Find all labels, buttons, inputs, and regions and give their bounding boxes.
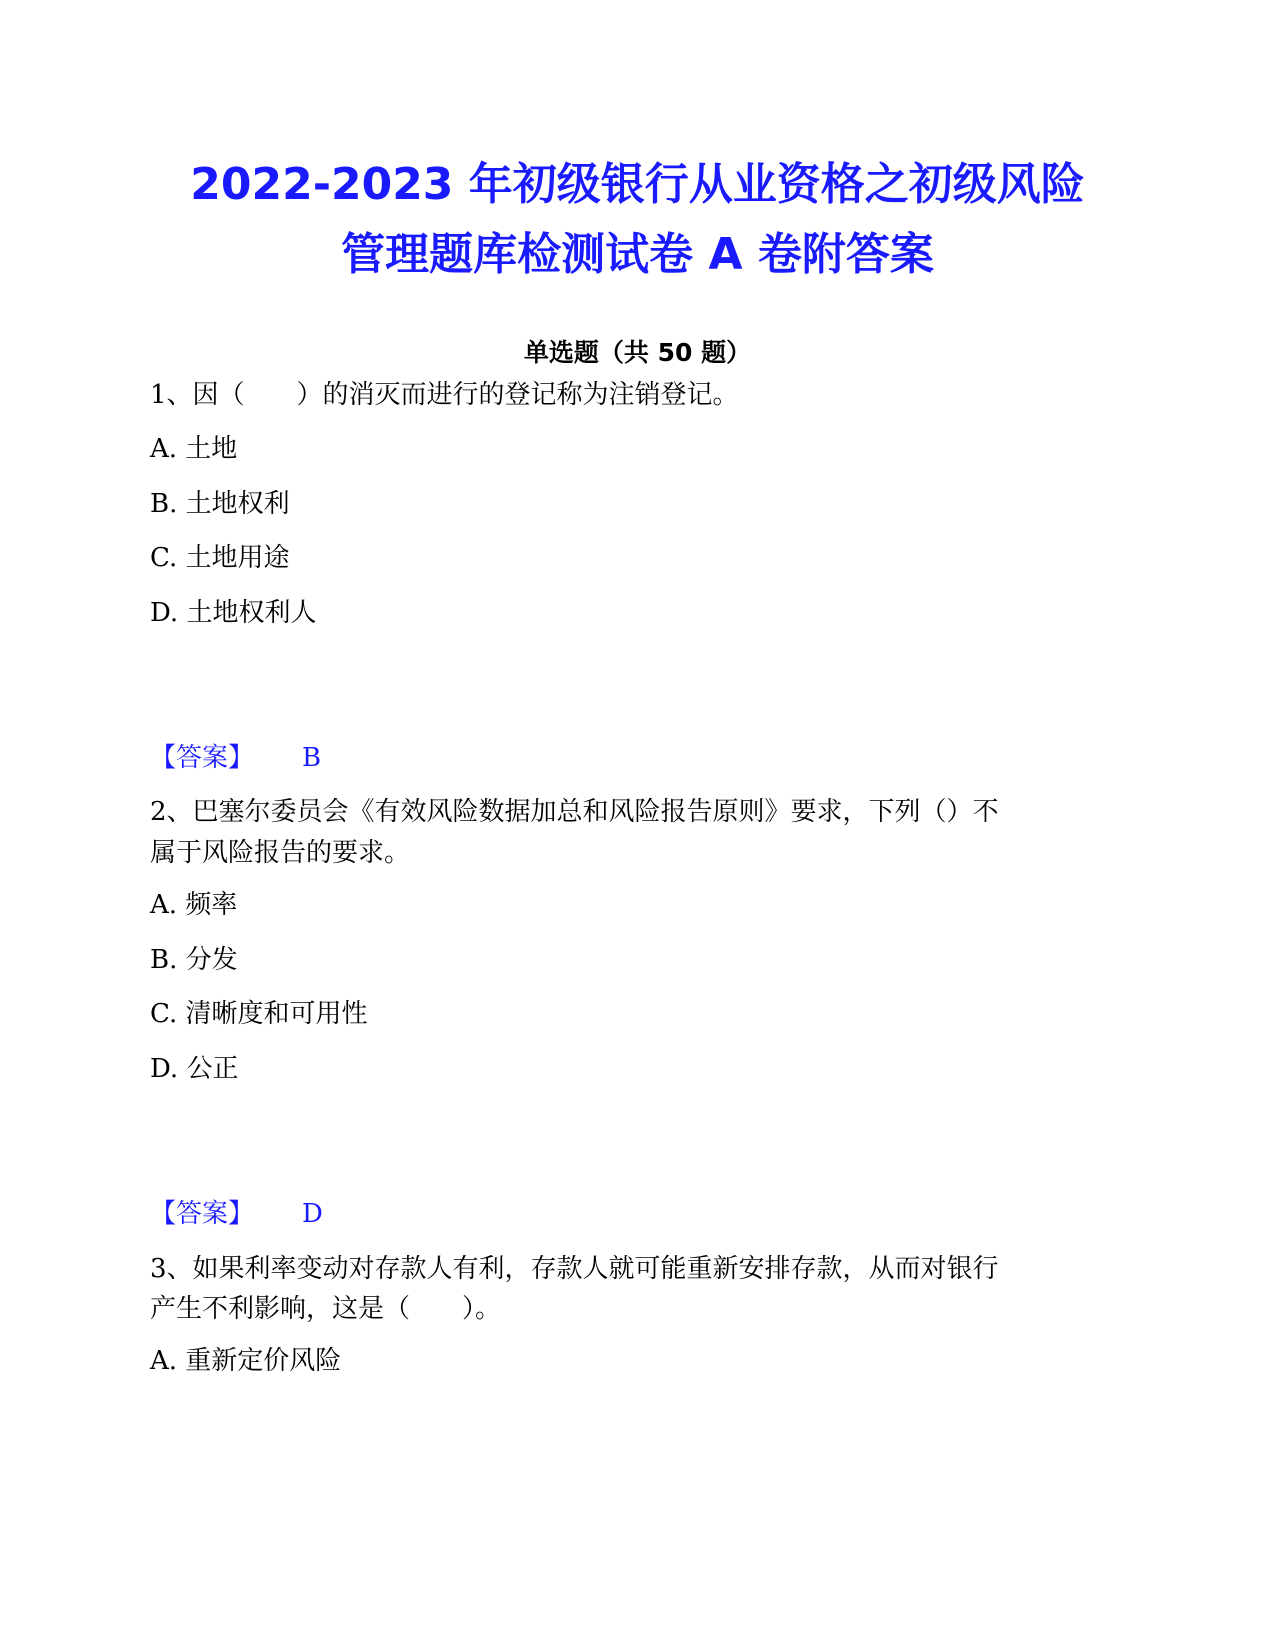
answer-label: 【答案】	[150, 1199, 255, 1229]
question-1-option-b: B. 土地权利	[150, 489, 290, 519]
document-title	[120, 150, 1155, 290]
question-2-stem-line-2: 属于风险报告的要求。	[150, 838, 411, 868]
question-1-option-d: D. 土地权利人	[150, 598, 317, 628]
question-3-stem-line-2: 产生不利影响，这是（ ）。	[150, 1294, 502, 1324]
question-2-option-d: D. 公正	[150, 1054, 239, 1084]
section-heading: 单选题（共 50 题）	[523, 338, 752, 367]
question-1-answer	[150, 737, 1110, 779]
answer-value: D	[302, 1199, 323, 1229]
question-2-option-b: B. 分发	[150, 945, 238, 975]
question-3-option-a: A. 重新定价风险	[150, 1346, 342, 1376]
question-2-stem-line-1: 2、巴塞尔委员会《有效风险数据加总和风险报告原则》要求，下列（）不	[150, 797, 999, 827]
question-1-stem: 1、因（ ）的消灭而进行的登记称为注销登记。	[150, 380, 739, 410]
question-2-option-c: C. 清晰度和可用性	[150, 999, 368, 1029]
question-2-option-a: A. 频率	[150, 890, 238, 920]
answer-value: B	[302, 743, 322, 773]
answer-label: 【答案】	[150, 743, 255, 773]
title-line-2: 管理题库检测试卷 A 卷附答案	[341, 229, 934, 280]
question-1-option-c: C. 土地用途	[150, 543, 290, 573]
question-3-stem-line-1: 3、如果利率变动对存款人有利，存款人就可能重新安排存款，从而对银行	[150, 1254, 999, 1284]
question-1-option-a: A. 土地	[150, 434, 238, 464]
question-2-answer	[150, 1193, 1110, 1235]
title-line-1: 2022-2023 年初级银行从业资格之初级风险	[190, 159, 1085, 210]
